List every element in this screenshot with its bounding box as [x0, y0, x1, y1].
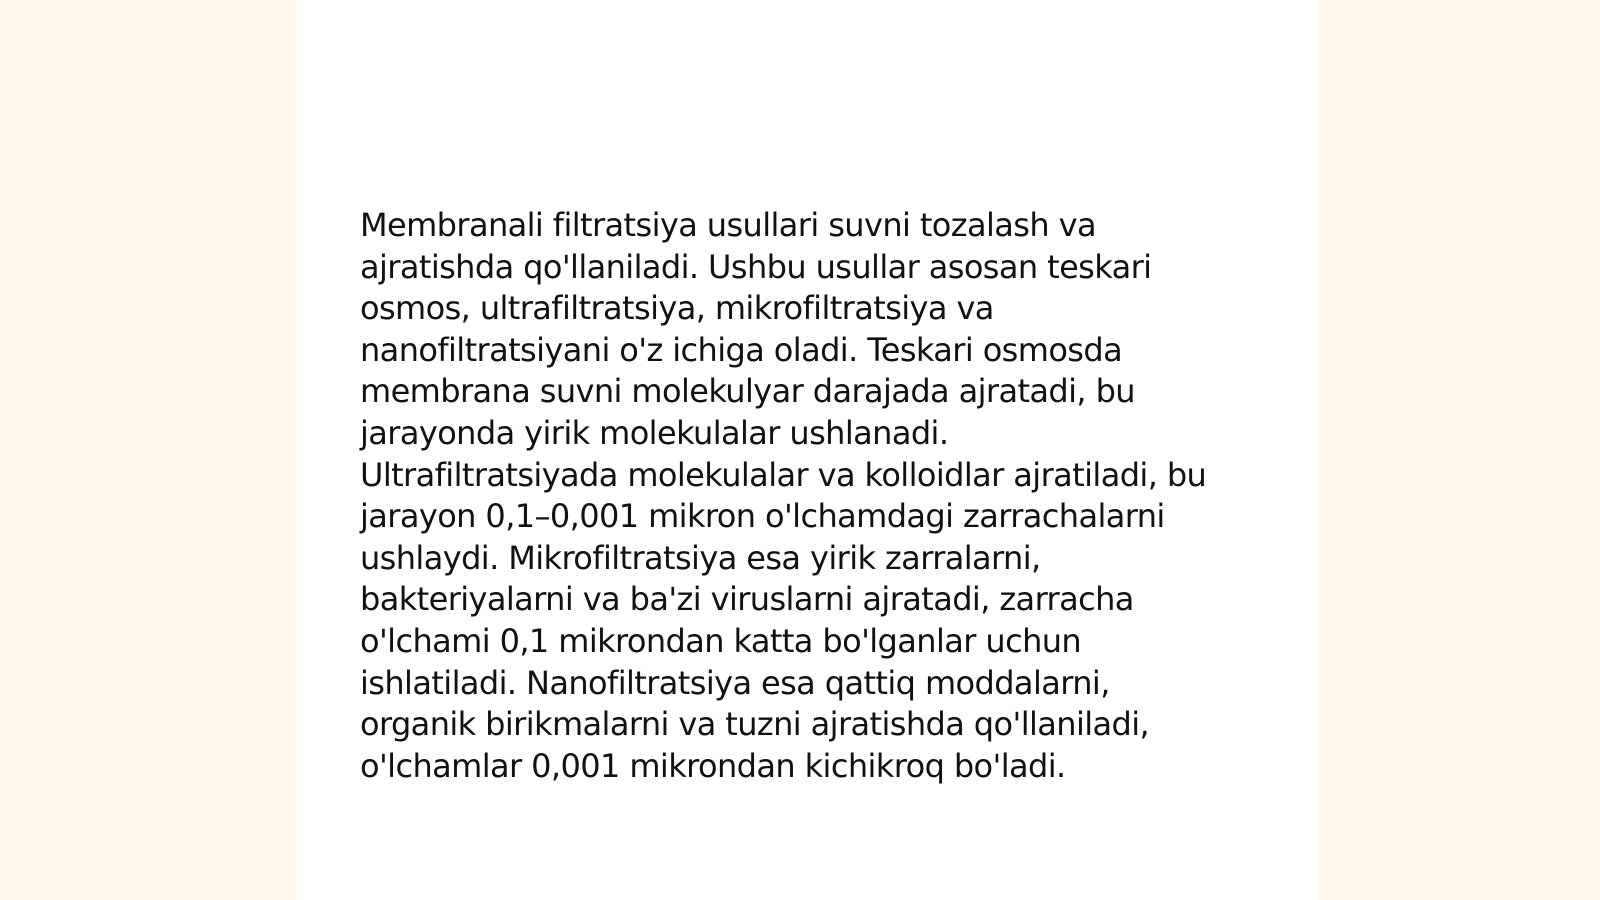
document-page: [296, 0, 1318, 900]
body-paragraph: Membranali filtratsiya usullari suvni tozalash va ajratishda qo'llaniladi. Ushbu usullar asosan teskari osmos, ultrafiltratsiya, mikrofiltratsiya va nanofiltratsiyani o'z ichiga oladi. Teskari osmosda membrana suvni molekulyar darajada ajratadi, bu jarayonda yirik molekulalar ushlanadi. Ultrafiltratsiyada molekulalar va kolloidlar ajratiladi, bu jarayon 0,1–0,001 mikron o'lchamdagi zarrachalarni ushlaydi. Mikrofiltratsiya esa yirik zarralarni, bakteriyalarni va ba'zi viruslarni ajratadi, zarracha o'lchami 0,1 mikrondan katta bo'lganlar uchun ishlatiladi. Nanofiltratsiya esa qattiq moddalarni, organik birikmalarni va tuzni ajratishda qo'llaniladi, o'lchamlar 0,001 mikrondan kichikroq bo'ladi.: [360, 206, 1207, 785]
